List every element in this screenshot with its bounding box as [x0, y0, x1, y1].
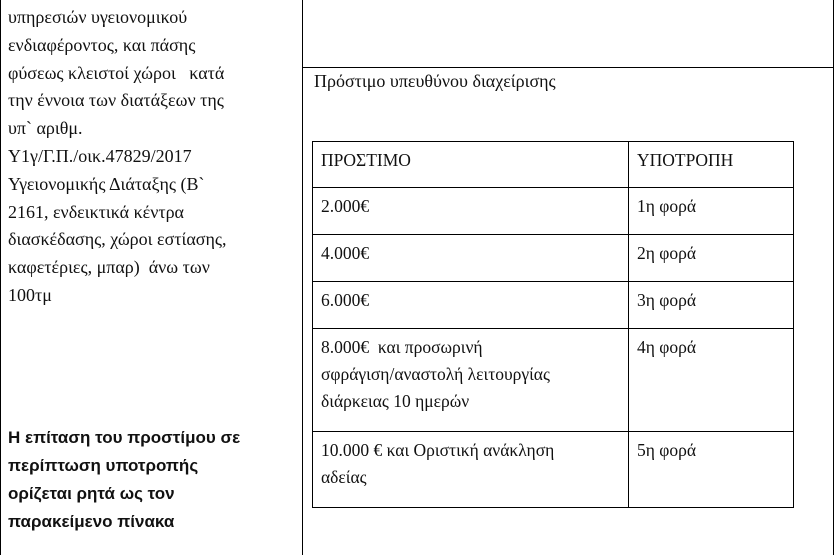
text-line: υπ` αριθμ.	[8, 118, 83, 139]
table-row	[313, 432, 794, 508]
bold-line: ορίζεται ρητά ως τον	[8, 484, 175, 503]
table-row	[313, 235, 794, 282]
text-line: Υγειονομικής Διάταξης (Β`	[8, 173, 205, 194]
recurrence-cell: 3η φορά	[629, 282, 794, 329]
recurrence-cell: 1η φορά	[629, 188, 794, 235]
text-line: καφετέριες, μπαρ) άνω των	[8, 257, 210, 278]
header-fine: ΠΡΟΣΤΙΜΟ	[313, 142, 629, 188]
recurrence-cell: 4η φορά	[629, 329, 794, 432]
bold-line: παρακείμενο πίνακα	[8, 512, 175, 531]
text-line: 2161, ενδεικτικά κέντρα	[8, 201, 184, 222]
left-cell-description	[8, 4, 293, 310]
text-line: υπηρεσιών υγειονομικού	[8, 7, 188, 27]
fine-cell: 8.000€ και προσωρινή σφράγιση/αναστολή λειτουργίας διάρκειας 10 ημερών	[313, 329, 629, 432]
right-cell-divider	[302, 67, 834, 68]
table-row	[313, 188, 794, 235]
text-line: φύσεως κλειστοί χώροι κατά	[8, 62, 225, 83]
fine-table-title: Πρόστιμο υπευθύνου διαχείρισης	[314, 71, 556, 91]
outer-left-border	[0, 0, 1, 555]
bold-line: περίπτωση υποτροπής	[8, 456, 199, 475]
recurrence-cell: 2η φορά	[629, 235, 794, 282]
text-line: την έννοια των διατάξεων της	[8, 90, 224, 111]
table-row	[313, 282, 794, 329]
fine-cell: 6.000€	[313, 282, 629, 329]
text-line: Υ1γ/Γ.Π./οικ.47829/2017	[8, 145, 192, 166]
text-line: 100τμ	[8, 284, 52, 305]
outer-right-border	[833, 0, 834, 555]
text-line: ενδιαφέροντος, και πάσης	[8, 34, 196, 55]
recurrence-cell: 5η φορά	[629, 432, 794, 508]
fine-cell: 4.000€	[313, 235, 629, 282]
table-row	[313, 329, 794, 432]
header-recurrence: ΥΠΟΤΡΟΠΗ	[629, 142, 794, 188]
fine-cell: 10.000 € και Οριστική ανάκληση αδείας	[313, 432, 629, 508]
text-line: διασκέδασης, χώροι εστίασης,	[8, 229, 227, 250]
fines-table	[312, 141, 794, 508]
column-divider	[302, 0, 303, 555]
bold-note	[8, 424, 298, 536]
bold-line: Η επίταση του προστίμου σε	[8, 428, 241, 447]
fine-cell: 2.000€	[313, 188, 629, 235]
table-header-row	[313, 142, 794, 188]
